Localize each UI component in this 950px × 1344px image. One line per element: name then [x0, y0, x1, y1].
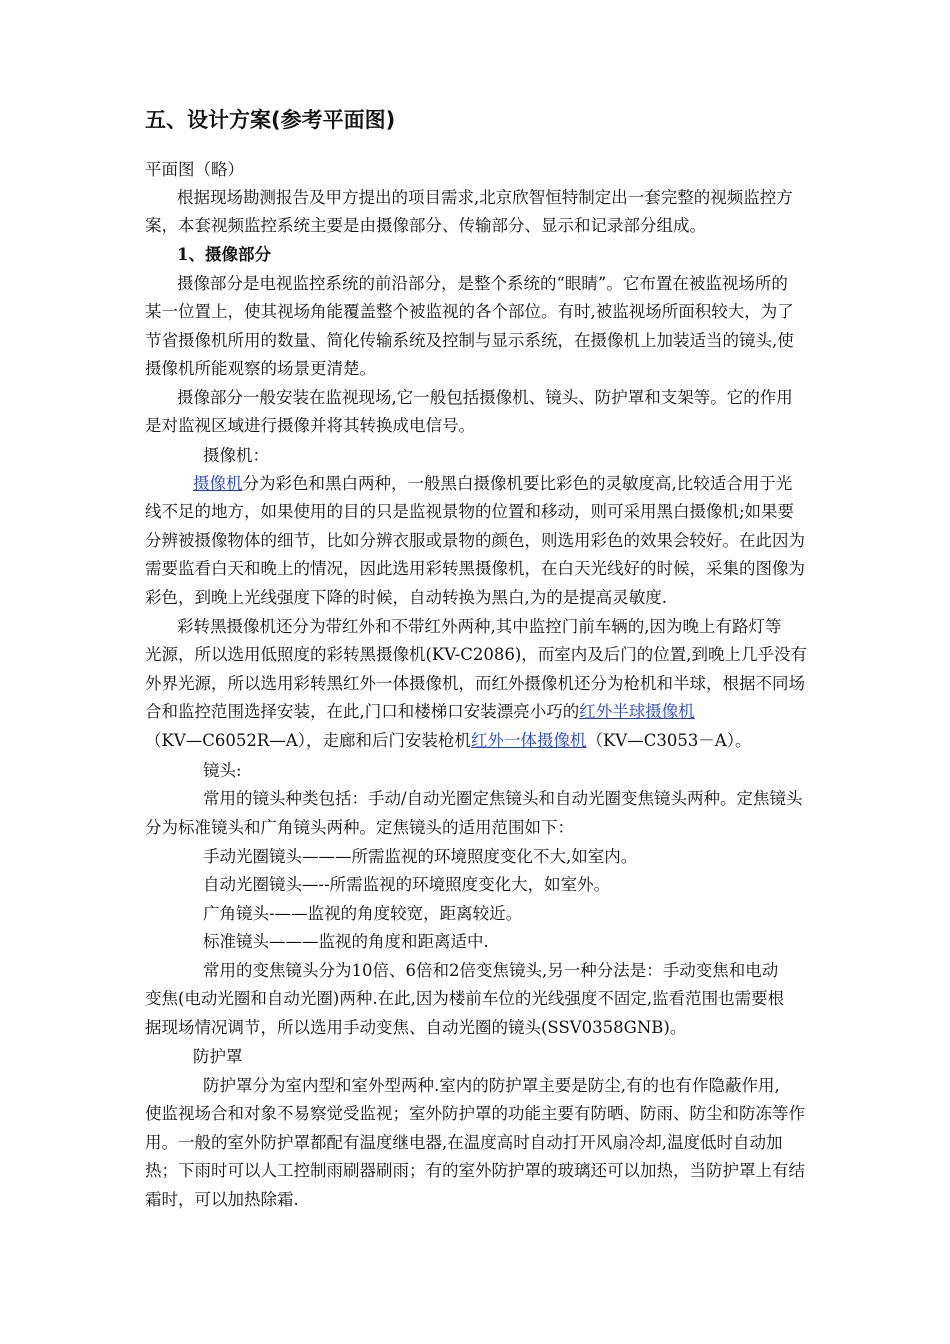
camera-title: 摄像机： [203, 446, 269, 465]
ir-bullet-camera-link[interactable]: 红外一体摄像机 [470, 731, 587, 750]
lens-auto-iris: 自动光圈镜头—--所需监视的环境照度变化大，如室外。 [203, 875, 611, 894]
intro-line-1: 根据现场勘测报告及甲方提出的项目需求,北京欣智恒特制定出一套完整的视频监控方 [177, 188, 793, 207]
housing-line-3: 用。一般的室外防护罩都配有温度继电器,在温度高时自动打开风扇冷却,温度低时自动加 [145, 1133, 783, 1152]
camera-line-4: 需要监看白天和晚上的情况，因此选用彩转黑摄像机，在白天光线好的时候，采集的图像为 [145, 559, 805, 578]
ir-line-5-pre: （KV—C6052R—A），走廊和后门安装枪机 [145, 731, 471, 750]
zoom-line-3: 据现场情况调节，所以选用手动变焦、自动光圈的镜头(SSV0358GNB)。 [145, 1018, 687, 1037]
camera-link[interactable]: 摄像机 [193, 474, 243, 493]
housing-line-4: 热；下雨时可以人工控制雨刷器刷雨；有的室外防护罩的玻璃还可以加热，当防护罩上有结 [145, 1161, 805, 1180]
housing-line-2: 使监视场合和对象不易察觉受监视；室外防护罩的功能主要有防晒、防雨、防尘和防冻等作 [145, 1104, 805, 1123]
p2-line-2: 是对监视区域进行摄像并将其转换成电信号。 [145, 416, 475, 435]
ir-line-5-post: （KV—C3053－A）。 [586, 731, 752, 750]
ir-line-3: 外界光源，所以选用彩转黑红外一体摄像机，而红外摄像机还分为枪机和半球，根据不同场 [145, 674, 805, 693]
camera-line-3: 分辨被摄像物体的细节，比如分辨衣服或景物的颜色，则选用彩色的效果会较好。在此因为 [145, 531, 805, 550]
ir-dome-camera-link[interactable]: 红外半球摄像机 [579, 702, 695, 721]
floorplan-note: 平面图（略） [145, 160, 244, 179]
ir-line-4 [145, 702, 695, 722]
camera-line-5: 彩色，到晚上光线强度下降的时候，自动转换为黑白,为的是提高灵敏度. [145, 588, 667, 607]
section-heading: 五、设计方案(参考平面图) [145, 108, 396, 132]
housing-line-1: 防护罩分为室内型和室外型两种.室内的防护罩主要是防尘,有的也有作隐蔽作用, [203, 1076, 780, 1095]
intro-line-2: 案，本套视频监控系统主要是由摄像部分、传输部分、显示和记录部分组成。 [145, 216, 706, 235]
housing-line-5: 霜时，可以加热除霜. [145, 1190, 299, 1209]
lens-line-1: 常用的镜头种类包括：手动/自动光圈定焦镜头和自动光圈变焦镜头两种。定焦镜头 [203, 789, 803, 808]
lens-standard: 标准镜头———监视的角度和距离适中. [203, 932, 489, 951]
lens-line-2: 分为标准镜头和广角镜头两种。定焦镜头的适用范围如下： [145, 818, 574, 837]
p1-line-4: 摄像机所能观察的场景更清楚。 [145, 359, 376, 378]
housing-title: 防护罩 [193, 1047, 243, 1066]
p1-line-3: 节省摄像机所用的数量、简化传输系统及控制与显示系统，在摄像机上加装适当的镜头,使 [145, 331, 794, 350]
lens-title: 镜头: [203, 761, 242, 780]
ir-line-5 [145, 731, 751, 751]
camera-line-2: 线不足的地方，如果使用的目的只是监视景物的位置和移动，则可采用黑白摄像机;如果要 [145, 502, 795, 521]
lens-wide-angle: 广角镜头-——监视的角度较宽，距离较近。 [203, 904, 523, 923]
zoom-line-2: 变焦(电动光圈和自动光圈)两种.在此,因为楼前车位的光线强度不固定,监看范围也需要根 [145, 989, 785, 1008]
lens-manual-iris: 手动光圈镜头———所需监视的环境照度变化不大,如室内。 [203, 847, 638, 866]
ir-line-1: 彩转黑摄像机还分为带红外和不带红外两种,其中监控门前车辆的,因为晚上有路灯等 [177, 617, 782, 636]
zoom-line-1: 常用的变焦镜头分为10倍、6倍和2倍变焦镜头,另一种分法是：手动变焦和电动 [203, 961, 779, 980]
section-1-title: 1、摄像部分 [177, 245, 271, 264]
ir-line-4-text: 合和监控范围选择安装，在此,门口和楼梯口安装漂亮小巧的 [145, 702, 580, 721]
p2-line-1: 摄像部分一般安装在监视现场,它一般包括摄像机、镜头、防护罩和支架等。它的作用 [177, 388, 793, 407]
p1-line-1: 摄像部分是电视监控系统的前沿部分，是整个系统的“眼睛”。它布置在被监视场所的 [177, 274, 788, 293]
p1-line-2: 某一位置上，使其视场角能覆盖整个被监视的各个部位。有时,被监视场所面积较大，为了 [145, 302, 794, 321]
camera-line-1 [193, 474, 792, 494]
ir-line-2: 光源，所以选用低照度的彩转黑摄像机(KV-C2086)，而室内及后门的位置,到晚上几乎没有 [145, 645, 808, 664]
camera-line-1-text: 分为彩色和黑白两种，一般黑白摄像机要比彩色的灵敏度高,比较适合用于光 [242, 474, 793, 493]
